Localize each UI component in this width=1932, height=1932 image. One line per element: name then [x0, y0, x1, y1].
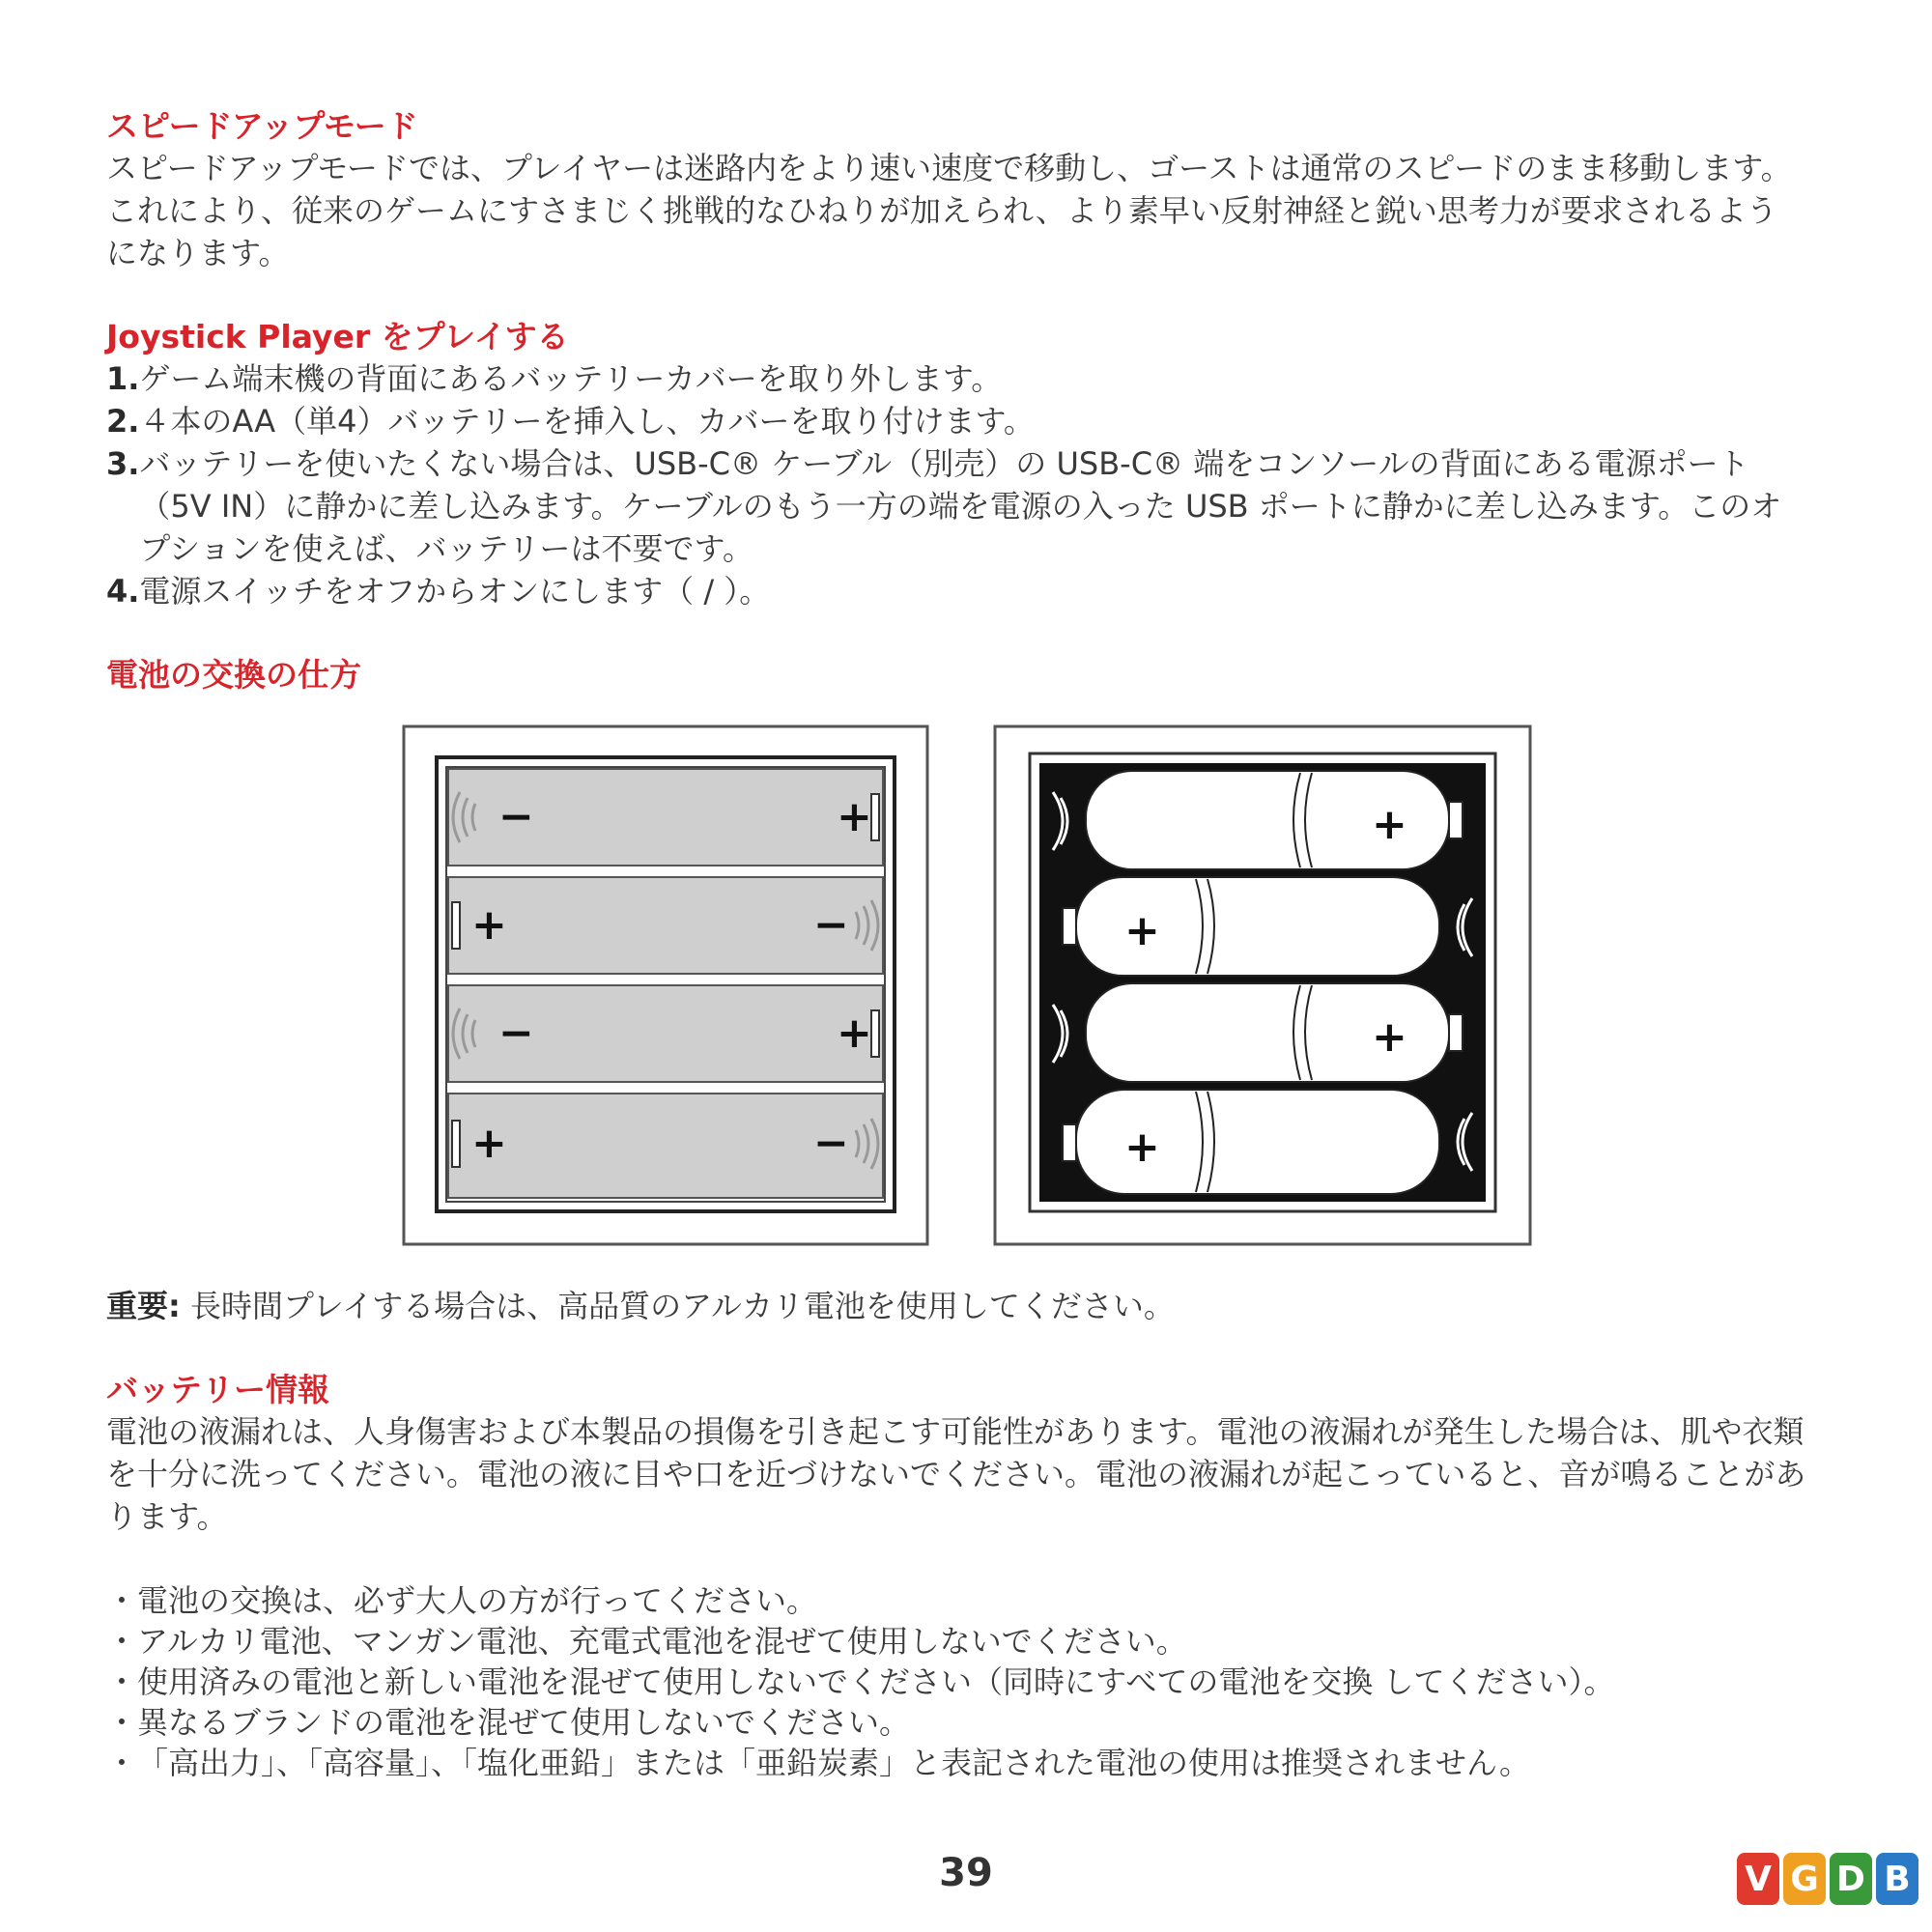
- page-number: 39: [939, 1851, 993, 1895]
- speedup-section: [106, 106, 1806, 274]
- logo-letter: G: [1783, 1853, 1826, 1905]
- joystick-heading: Joystick Player をプレイする: [106, 318, 569, 355]
- battery-diagrams: [402, 724, 1532, 1246]
- bullet-text: 電池の交換は、必ず大人の方が行ってください。: [137, 1582, 818, 1619]
- step-item: [106, 570, 1806, 612]
- filled-compartment-illustration: [993, 724, 1532, 1246]
- replace-heading: 電池の交換の仕方: [106, 656, 361, 694]
- list-item: [106, 1621, 1806, 1662]
- battery: [1063, 1090, 1439, 1194]
- polarity-label: −: [813, 900, 849, 950]
- bullet-mark: ・: [106, 1663, 138, 1700]
- speedup-heading: スピードアップモード: [106, 107, 418, 145]
- polarity-label: +: [471, 1119, 507, 1168]
- step-number: 4.: [106, 573, 140, 610]
- step-item: [106, 357, 1806, 400]
- battery-info-body: 電池の液漏れは、人身傷害および本製品の損傷を引き起こす可能性があります。電池の液漏れが発生した場合は、肌や衣類を十分に洗ってください。電池の液に目や口を近づけないでください。電池の液漏れが起こっていると、音が鳴ることがあります。: [106, 1413, 1806, 1535]
- important-text: 長時間プレイする場合は、高品質のアルカリ電池を使用してください。: [180, 1288, 1175, 1324]
- replace-section: [106, 655, 1806, 696]
- battery-info-heading: バッテリー情報: [106, 1371, 329, 1408]
- polarity-label: +: [471, 900, 507, 950]
- vgdb-logo: [1737, 1853, 1918, 1905]
- list-item: [106, 1743, 1806, 1783]
- step-number: 1.: [106, 360, 140, 397]
- step-item: [106, 442, 1806, 570]
- bullet-mark: ・: [106, 1582, 138, 1619]
- polarity-label: −: [498, 1009, 534, 1058]
- plus-label: +: [1372, 800, 1407, 849]
- bullet-mark: ・: [106, 1745, 138, 1781]
- step-number: 3.: [106, 445, 140, 482]
- bullet-text: 「高出力」、「高容量」、「塩化亜鉛」または「亜鉛炭素」と表記された電池の使用は推奨されません。: [137, 1745, 1530, 1781]
- polarity-label: +: [837, 1009, 872, 1058]
- logo-letter: V: [1737, 1853, 1779, 1905]
- manual-page: [106, 106, 1806, 738]
- list-item: [106, 1702, 1806, 1743]
- important-label: 重要:: [106, 1288, 181, 1324]
- polarity-label: +: [837, 792, 872, 841]
- empty-compartment-diagram: [402, 724, 929, 1246]
- step-text: バッテリーを使いたくない場合は、USB-C® ケーブル（別売）の USB-C® 端をコンソールの背面にある電源ポート（5V IN）に静かに差し込みます。ケーブルのもう一方の端を電源の入った USB ポートに静かに差し込みます。このオプションを使えば、バッテリーは不要です。: [139, 445, 1782, 567]
- step-item: [106, 400, 1806, 442]
- joystick-section: [106, 317, 1806, 612]
- logo-letter: D: [1830, 1853, 1872, 1905]
- bullet-text: 使用済みの電池と新しい電池を混ぜて使用しないでください（同時にすべての電池を交換 してください）。: [137, 1663, 1615, 1700]
- bullet-mark: ・: [106, 1623, 138, 1660]
- bullet-mark: ・: [106, 1704, 138, 1741]
- polarity-label: −: [813, 1119, 849, 1168]
- logo-letter: B: [1876, 1853, 1918, 1905]
- battery-warnings-list: [106, 1580, 1806, 1783]
- step-number: 2.: [106, 403, 140, 440]
- step-text: ４本のAA（単4）バッテリーを挿入し、カバーを取り付けます。: [139, 403, 1035, 440]
- plus-label: +: [1124, 906, 1160, 955]
- steps-list: [106, 357, 1806, 612]
- bullet-text: 異なるブランドの電池を混ぜて使用しないでください。: [137, 1704, 911, 1741]
- battery: [1063, 877, 1439, 976]
- speedup-body: スピードアップモードでは、プレイヤーは迷路内をより速い速度で移動し、ゴーストは通常のスピードのまま移動します。これにより、従来のゲームにすさまじく挑戦的なひねりが加えられ、より素早い反射神経と鋭い思考力が要求されるようになります。: [106, 150, 1792, 271]
- plus-label: +: [1124, 1122, 1160, 1172]
- list-item: [106, 1580, 1806, 1621]
- step-text: 電源スイッチをオフからオンにします（ / ）。: [139, 573, 771, 610]
- step-text: ゲーム端末機の背面にあるバッテリーカバーを取り外します。: [139, 360, 1003, 397]
- important-note: [106, 1285, 1175, 1327]
- filled-compartment-diagram: [993, 724, 1532, 1246]
- list-item: [106, 1662, 1806, 1702]
- bullet-text: アルカリ電池、マンガン電池、充電式電池を混ぜて使用しないでください。: [137, 1623, 1187, 1660]
- polarity-label: −: [498, 792, 534, 841]
- battery-info-section: [106, 1370, 1806, 1783]
- plus-label: +: [1372, 1012, 1407, 1062]
- empty-compartment-illustration: [402, 724, 929, 1246]
